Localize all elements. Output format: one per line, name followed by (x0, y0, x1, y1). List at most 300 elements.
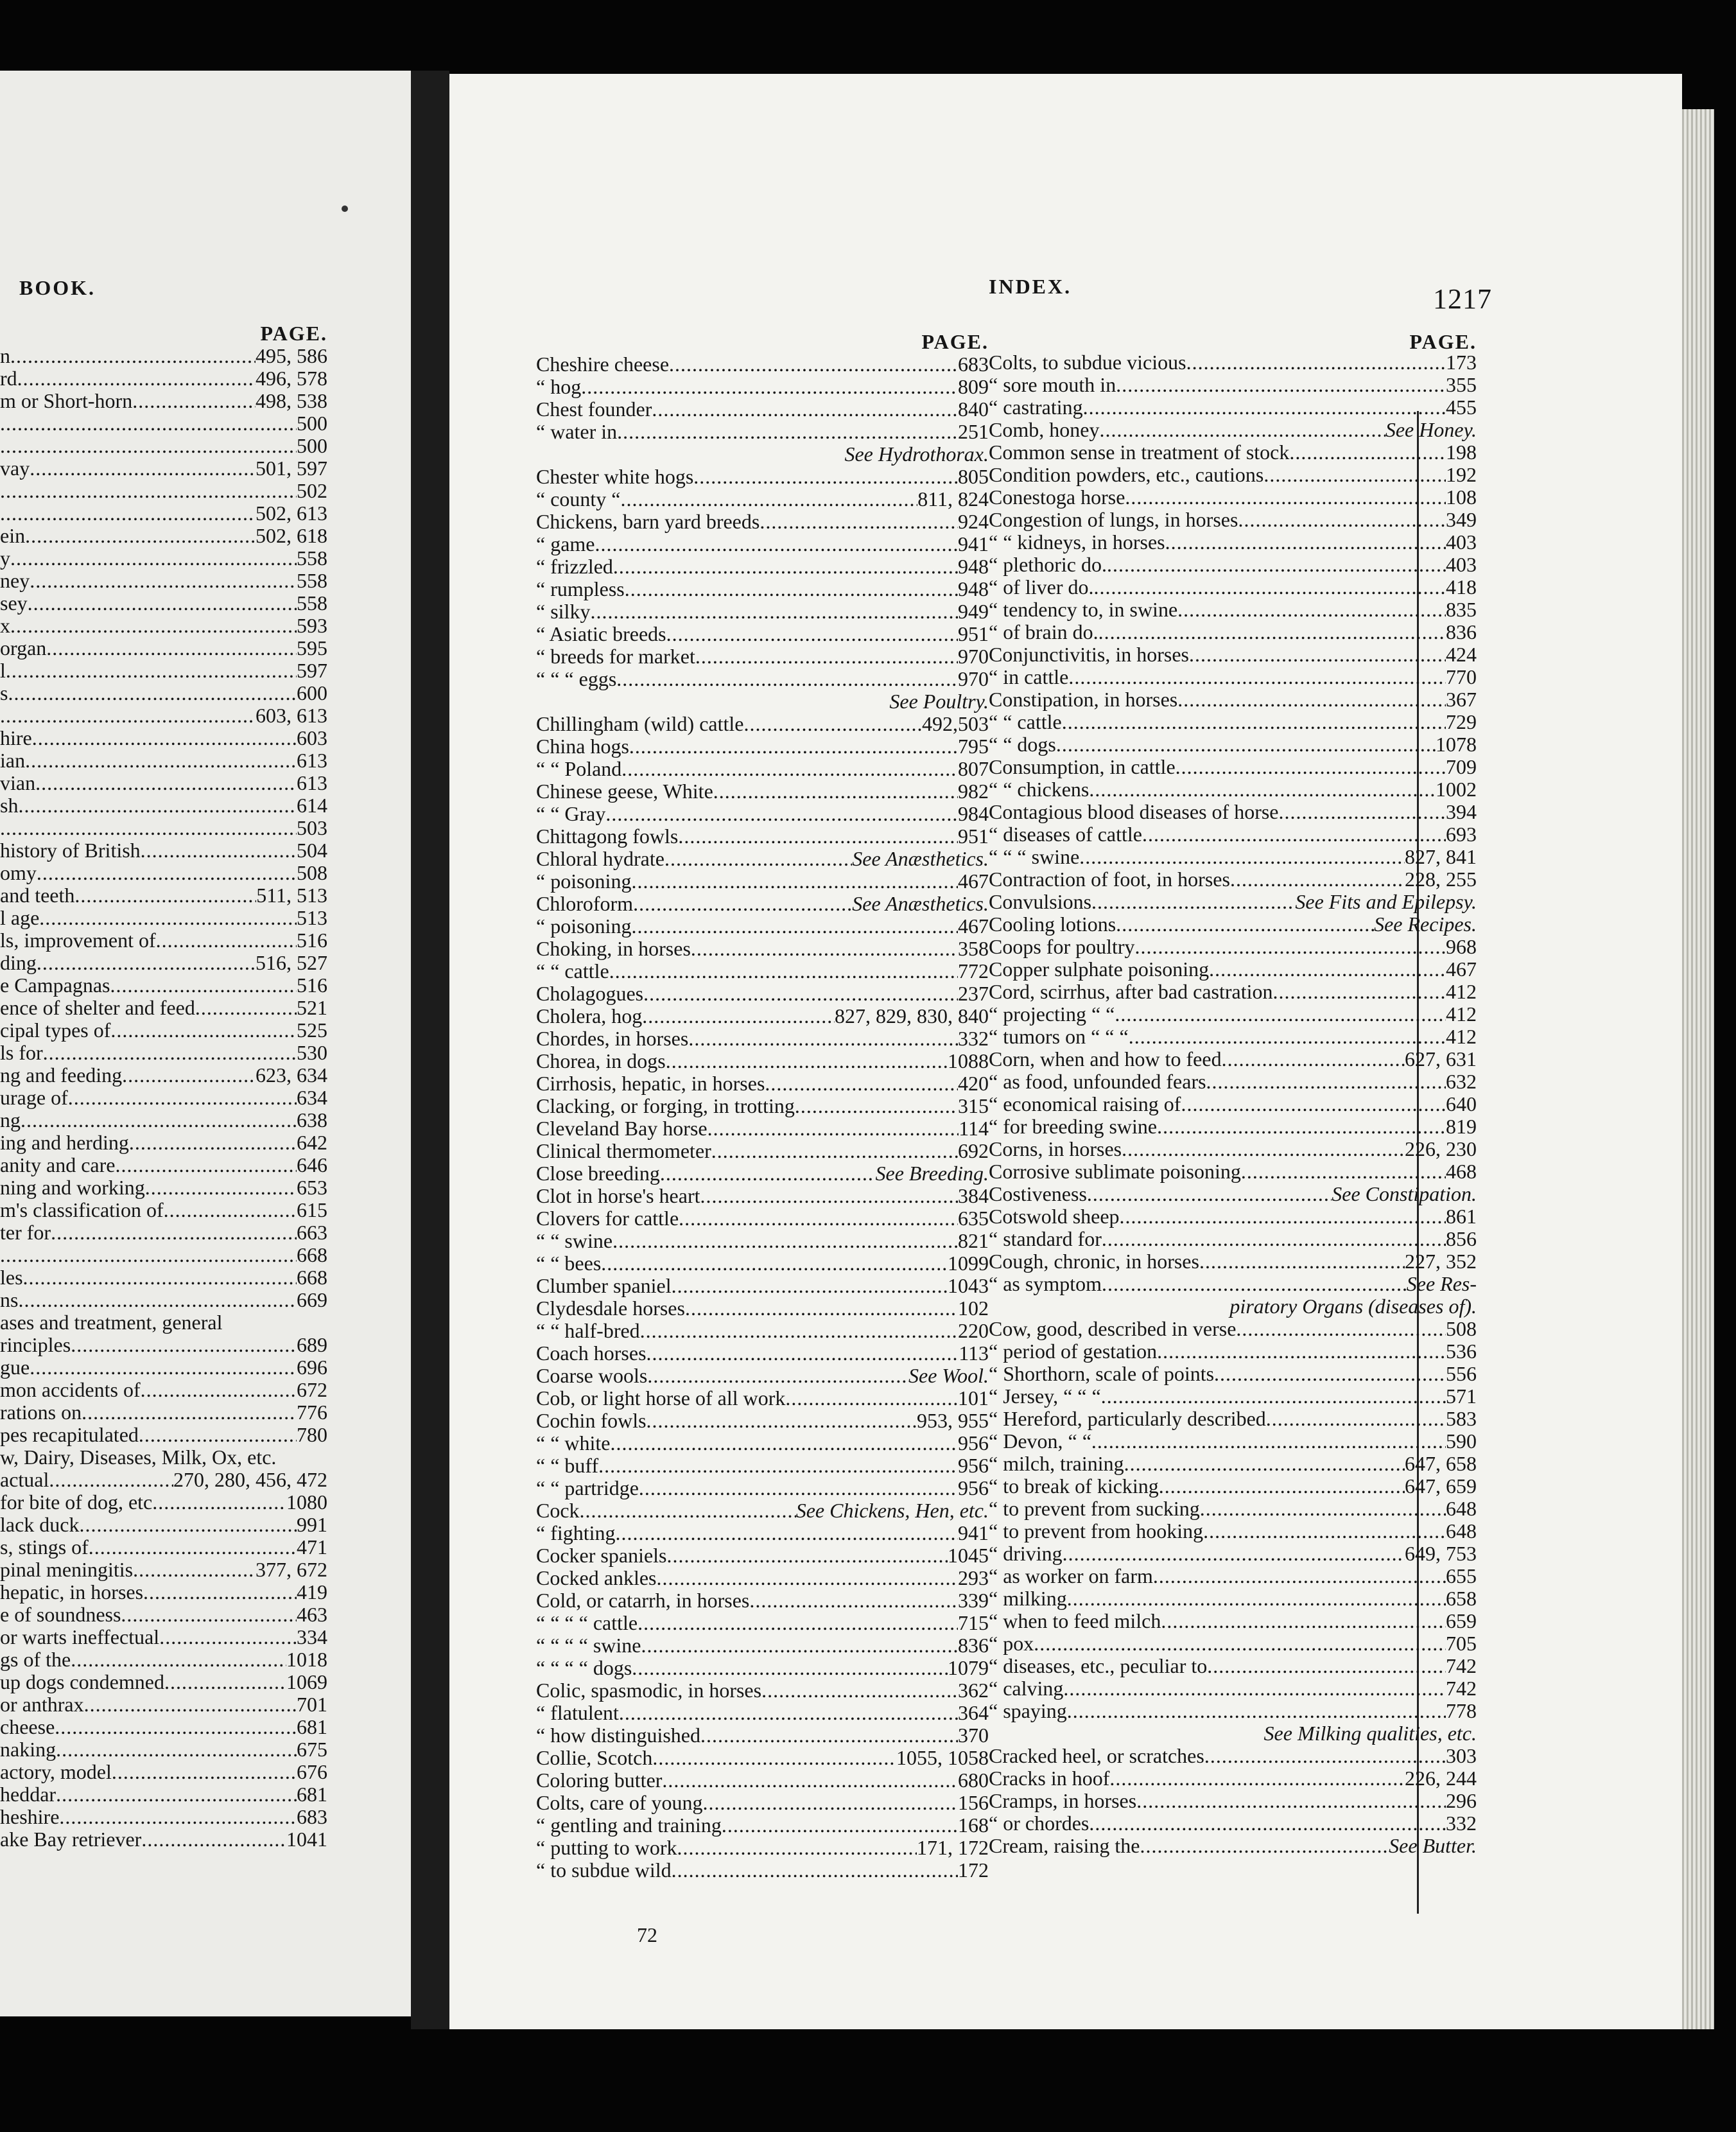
index-entry (536, 915, 989, 938)
entry-page: 463 (297, 1603, 327, 1626)
entry-term: Cirrhosis, hepatic, in horses (536, 1072, 765, 1095)
dot-leader (667, 1544, 948, 1567)
dot-leader (605, 803, 958, 825)
entry-page: 412 (1446, 1025, 1477, 1048)
entry-page: 500 (297, 434, 327, 457)
entry-term: “ Asiatic breeds (536, 622, 666, 645)
entry-page: 778 (1446, 1699, 1477, 1722)
entry-page: 970 (958, 645, 989, 668)
dot-leader (609, 960, 958, 983)
index-entry (0, 1671, 327, 1693)
dot-leader (1263, 464, 1446, 486)
entry-term: organ (0, 636, 47, 660)
dot-leader (152, 1491, 286, 1514)
dot-leader (0, 480, 297, 502)
entry-term: “ “ “ swine (989, 845, 1080, 868)
dot-leader (1063, 1677, 1446, 1700)
index-entry (536, 1162, 989, 1185)
dot-leader (1062, 711, 1446, 733)
entry-term: or warts ineffectual (0, 1625, 160, 1648)
index-entry (989, 846, 1477, 868)
entry-page: 807 (958, 757, 989, 780)
entry-page: 968 (1446, 935, 1477, 958)
dot-leader (1056, 733, 1436, 756)
entry-term: actual (0, 1468, 49, 1491)
dot-leader (678, 825, 958, 848)
index-entry (989, 1475, 1477, 1498)
entry-page: 377, 672 (256, 1558, 327, 1581)
dot-leader (672, 1275, 948, 1297)
dot-leader (617, 421, 958, 443)
entry-term: Consumption, in cattle (989, 755, 1176, 778)
entry-term: lack duck (0, 1513, 80, 1536)
entry-page: 683 (958, 353, 989, 376)
dot-leader (598, 1455, 958, 1477)
dot-leader (132, 390, 256, 412)
index-entry (0, 1176, 327, 1199)
entry-page: 583 (1446, 1407, 1477, 1430)
dot-leader (1091, 1430, 1446, 1453)
index-entry (536, 1050, 989, 1072)
entry-page: See Wool. (908, 1364, 989, 1387)
entry-page: See Constipation. (1332, 1182, 1477, 1205)
entry-term: “ of liver do. (989, 575, 1094, 599)
entry-page: 503 (297, 816, 327, 839)
dot-leader (640, 1320, 958, 1342)
entry-page: See Chickens, Hen, etc. (795, 1499, 989, 1522)
dot-leader (121, 1603, 297, 1626)
dot-leader (611, 1432, 959, 1455)
dot-leader (1099, 419, 1385, 441)
index-entry (0, 1087, 327, 1109)
index-entry (989, 576, 1477, 599)
dot-leader (21, 1109, 297, 1132)
entry-term: rd (0, 367, 17, 390)
entry-page: 658 (1446, 1587, 1477, 1610)
index-entry (989, 1565, 1477, 1587)
index-entry (536, 511, 989, 533)
entry-page: 502 (297, 479, 327, 502)
entry-page: 113 (959, 1341, 989, 1365)
index-entry (0, 1334, 327, 1356)
entry-page: 1045 (948, 1544, 989, 1567)
entry-term: ding (0, 951, 37, 974)
entry-term: “ how distinguished (536, 1724, 700, 1747)
index-entry (989, 396, 1477, 419)
index-entry (536, 578, 989, 600)
entry-page: 332 (958, 1027, 989, 1050)
dot-leader (1181, 1093, 1446, 1115)
dot-leader (129, 1132, 297, 1154)
entry-term: l age (0, 906, 40, 929)
dot-leader (700, 1185, 959, 1207)
index-entry (0, 1266, 327, 1289)
entry-term: “ “ white (536, 1431, 611, 1455)
dot-leader (1176, 756, 1446, 778)
index-entry (989, 351, 1477, 374)
dot-leader (1102, 1273, 1407, 1295)
dot-leader (685, 1297, 958, 1320)
entry-term: Cock (536, 1499, 580, 1522)
entry-page: 226, 244 (1405, 1767, 1477, 1790)
dot-leader (1089, 778, 1436, 801)
index-entry (989, 1587, 1477, 1610)
index-entry (0, 1244, 327, 1266)
dot-leader (0, 1244, 297, 1266)
index-entry (989, 936, 1477, 958)
entry-page: 495, 586 (256, 344, 327, 367)
entry-term: ng and feeding (0, 1063, 123, 1087)
entry-term: “ “ “ “ dogs (536, 1656, 632, 1679)
entry-term: e Campagnas (0, 974, 110, 997)
entry-term: “ “ partridge (536, 1476, 639, 1499)
index-entry (536, 488, 989, 511)
entry-page: 663 (297, 1221, 327, 1244)
entry-page: 642 (297, 1131, 327, 1154)
dot-leader (662, 1769, 958, 1792)
entry-term: “ diseases of cattle (989, 823, 1142, 846)
index-entry (536, 1657, 989, 1679)
entry-page: 861 (1446, 1205, 1477, 1228)
dot-leader (1209, 958, 1446, 981)
dot-leader (164, 1199, 297, 1221)
entry-page: 530 (297, 1041, 327, 1064)
entry-page: 173 (1446, 351, 1477, 374)
entry-term: Coarse wools (536, 1364, 648, 1387)
entry-page: 836 (1446, 620, 1477, 643)
dot-leader (664, 848, 852, 870)
dot-leader (10, 547, 297, 570)
dot-leader (765, 1072, 958, 1095)
entry-page: 634 (297, 1086, 327, 1109)
index-entry (989, 958, 1477, 981)
entry-term: “ to subdue wild (536, 1858, 672, 1882)
entry-page: 615 (297, 1198, 327, 1221)
entry-term: Chittagong fowls (536, 825, 679, 848)
entry-term: “ hog (536, 375, 582, 398)
entry-page: 593 (297, 614, 327, 637)
dot-leader (1109, 1767, 1405, 1790)
index-entry (536, 1612, 989, 1634)
index-entry (989, 1542, 1477, 1565)
index-entry (536, 668, 989, 690)
index-entry (0, 952, 327, 974)
entry-page: 1018 (286, 1648, 327, 1671)
left-page-index-column (0, 322, 327, 1851)
entry-page: 403 (1446, 553, 1477, 576)
entry-term: “ calving (989, 1677, 1064, 1700)
entry-page: 647, 659 (1405, 1474, 1477, 1498)
entry-term: l (0, 659, 6, 682)
entry-term: Costiveness (989, 1182, 1087, 1205)
entry-term: “ as food, unfounded fears (989, 1070, 1206, 1093)
dot-leader (666, 623, 958, 645)
dot-leader (612, 1230, 958, 1252)
entry-term: “ plethoric do. (989, 553, 1107, 576)
entry-page: 924 (958, 510, 989, 533)
index-entry (989, 1790, 1477, 1812)
index-entry (0, 1536, 327, 1559)
dot-leader (642, 1005, 835, 1027)
dot-leader (1079, 846, 1405, 868)
index-entry (989, 981, 1477, 1003)
entry-term: ian (0, 749, 26, 772)
entry-page: 1069 (286, 1670, 327, 1693)
entry-term: Cob, or light horse of all work (536, 1386, 786, 1410)
index-entry (989, 1183, 1477, 1205)
entry-term: ls, improvement of (0, 929, 156, 952)
entry-term: Cream, raising the (989, 1834, 1140, 1857)
index-entry (536, 870, 989, 893)
entry-page: 956 (958, 1454, 989, 1477)
dot-leader (1222, 1048, 1405, 1070)
entry-term: “ poisoning (536, 869, 632, 893)
dot-leader (625, 578, 958, 600)
entry-term: rations on (0, 1401, 82, 1424)
entry-term: “ or chordes (989, 1812, 1089, 1835)
index-entry (989, 1340, 1477, 1363)
entry-page: 742 (1446, 1677, 1477, 1700)
index-entry (989, 711, 1477, 733)
entry-term: “ “ “ “ cattle (536, 1611, 638, 1634)
dot-leader (46, 637, 297, 660)
dot-leader (688, 1027, 958, 1050)
entry-term: “ silky (536, 600, 591, 623)
dot-leader (1094, 576, 1446, 599)
dot-leader (159, 1626, 297, 1648)
entry-term: Coops for poultry (989, 935, 1135, 958)
dot-leader (695, 645, 958, 668)
dot-leader (156, 929, 297, 952)
index-entry (0, 682, 327, 704)
entry-page: 455 (1446, 396, 1477, 419)
dot-leader (1186, 351, 1446, 374)
entry-term: “ “ swine (536, 1229, 613, 1252)
entry-page: 614 (297, 794, 327, 817)
dot-leader (1157, 1115, 1446, 1138)
dot-leader (1120, 1205, 1446, 1228)
dot-leader (749, 1589, 958, 1612)
entry-page: 558 (297, 546, 327, 570)
entry-page: 412 (1446, 980, 1477, 1003)
dot-leader (1177, 688, 1446, 711)
left-page (0, 71, 411, 2016)
entry-page: 511, 513 (256, 884, 327, 907)
entry-page: 237 (958, 982, 989, 1005)
index-entry (0, 884, 327, 907)
index-entry (0, 1738, 327, 1761)
entry-page: 819 (1446, 1115, 1477, 1138)
entry-page: 648 (1446, 1497, 1477, 1520)
entry-term: Condition powders, etc., cautions (989, 463, 1264, 486)
entry-term: Cold, or catarrh, in horses (536, 1589, 750, 1612)
index-entry (536, 1252, 989, 1275)
entry-term: “ period of gestation (989, 1340, 1158, 1363)
dot-leader (1161, 1610, 1446, 1632)
entry-term: heddar (0, 1783, 56, 1806)
entry-term: “ breeds for market (536, 645, 695, 668)
entry-term: Cocked ankles (536, 1566, 657, 1589)
index-entry (989, 1228, 1477, 1250)
index-entry (536, 735, 989, 758)
entry-page: 776 (297, 1401, 327, 1424)
index-entry (536, 623, 989, 645)
index-entry (989, 1115, 1477, 1138)
index-entry (989, 1767, 1477, 1790)
entry-term: “ for breeding swine (989, 1115, 1158, 1138)
dot-leader (43, 1042, 297, 1064)
entry-term: y (0, 546, 10, 570)
index-entry (536, 1567, 989, 1589)
dot-leader (1140, 1835, 1389, 1857)
index-entry (0, 1828, 327, 1851)
dot-leader (621, 488, 918, 511)
entry-term: “ spaying (989, 1699, 1067, 1722)
entry-page: 516 (297, 974, 327, 997)
dot-leader (1204, 1745, 1446, 1767)
entry-page: 1088 (948, 1049, 989, 1072)
dot-leader (37, 862, 297, 884)
entry-page: 590 (1446, 1429, 1477, 1453)
index-entry (989, 801, 1477, 823)
entry-term: Contraction of foot, in horses (989, 868, 1230, 891)
entry-page: 172 (958, 1858, 989, 1882)
index-entry (0, 1221, 327, 1244)
entry-term: Cochin fowls (536, 1409, 647, 1432)
entry-page: 1078 (1436, 733, 1477, 756)
entry-page: 1002 (1436, 778, 1477, 801)
entry-page: 640 (1446, 1092, 1477, 1115)
index-entry (989, 688, 1477, 711)
entry-page: 516 (297, 929, 327, 952)
entry-page: 949 (958, 600, 989, 623)
index-entry (989, 1385, 1477, 1408)
dot-leader (1116, 913, 1374, 936)
index-entry (536, 1185, 989, 1207)
dot-leader (17, 367, 256, 390)
entry-term: “ tendency to, in swine (989, 598, 1178, 621)
index-entry (0, 1019, 327, 1042)
entry-page: 805 (958, 465, 989, 488)
entry-page: 951 (958, 825, 989, 848)
entry-page: 970 (958, 667, 989, 690)
entry-page: 394 (1446, 800, 1477, 823)
entry-page: 1080 (286, 1490, 327, 1514)
entry-term: Chloral hydrate (536, 847, 664, 870)
entry-term: “ game (536, 532, 595, 555)
index-entry (536, 1589, 989, 1612)
entry-page: 521 (297, 996, 327, 1019)
entry-term: or anthrax (0, 1693, 84, 1716)
entry-page: 220 (958, 1319, 989, 1342)
dot-leader (652, 1747, 896, 1769)
entry-term: Cough, chronic, in horses (989, 1250, 1199, 1273)
entry-term: ng (0, 1108, 21, 1132)
index-entry (989, 464, 1477, 486)
dot-leader (89, 1536, 297, 1559)
index-entry (536, 1207, 989, 1230)
index-entry (0, 1783, 327, 1806)
entry-page: 419 (297, 1580, 327, 1603)
index-entry (536, 645, 989, 668)
dot-leader (638, 1612, 958, 1634)
dot-leader (10, 615, 297, 637)
index-entry (989, 621, 1477, 643)
dot-leader (59, 1806, 297, 1828)
index-entry (989, 1138, 1477, 1160)
entry-term: Coach horses (536, 1341, 647, 1365)
entry-term: hire (0, 726, 32, 749)
index-entry (0, 862, 327, 884)
entry-page: 516, 527 (256, 951, 327, 974)
entry-page: 1099 (948, 1252, 989, 1275)
dot-leader (112, 1761, 297, 1783)
column-heading-page: PAGE. (1409, 330, 1477, 353)
entry-page: 683 (297, 1805, 327, 1828)
index-entry (989, 554, 1477, 576)
entry-term: Clinical thermometer (536, 1139, 711, 1162)
dot-leader (1089, 1812, 1446, 1835)
index-entry (536, 1769, 989, 1792)
entry-page: 403 (1446, 530, 1477, 554)
index-entry (536, 1522, 989, 1544)
index-entry (989, 1093, 1477, 1115)
index-entry (536, 555, 989, 578)
entry-page: 504 (297, 839, 327, 862)
dot-leader (110, 974, 297, 997)
entry-page: 627, 631 (1405, 1047, 1477, 1070)
index-entry (989, 1700, 1477, 1722)
entry-page: 638 (297, 1108, 327, 1132)
entry-term: “ gentling and training (536, 1813, 722, 1837)
entry-page: 358 (958, 937, 989, 960)
index-entry (0, 480, 327, 502)
index-entry (536, 848, 989, 870)
entry-page: 705 (1446, 1632, 1477, 1655)
entry-term: Copper sulphate poisoning (989, 957, 1210, 981)
entry-page: 668 (297, 1243, 327, 1266)
index-entry (0, 997, 327, 1019)
entry-term: “ in cattle (989, 665, 1069, 688)
entry-term: actory, model (0, 1760, 112, 1783)
dot-leader (28, 592, 297, 615)
entry-term: Coloring butter (536, 1769, 663, 1792)
dot-leader (10, 345, 256, 367)
entry-term: “ frizzled (536, 555, 613, 578)
index-entry (0, 457, 327, 480)
entry-page: 332 (1446, 1812, 1477, 1835)
dot-leader (700, 1724, 958, 1747)
entry-term: Cheshire cheese (536, 353, 670, 376)
entry-page: 384 (958, 1184, 989, 1207)
entry-page: 635 (958, 1207, 989, 1230)
index-entry (536, 1387, 989, 1410)
entry-page: 418 (1446, 575, 1477, 599)
entry-page: 1055, 1058 (896, 1746, 989, 1769)
right-page-header: INDEX. (989, 275, 1072, 298)
entry-term: “ pox (989, 1632, 1034, 1655)
entry-page: 689 (297, 1333, 327, 1356)
dot-leader (30, 457, 256, 480)
entry-term: Cholera, hog (536, 1004, 643, 1027)
index-entry (0, 1603, 327, 1626)
entry-term: “ tumors on “ “ “ (989, 1025, 1129, 1048)
dot-leader (56, 1738, 297, 1761)
entry-term: “ castrating (989, 396, 1083, 419)
entry-term: Chordes, in horses (536, 1027, 689, 1050)
entry-term: Conjunctivitis, in horses (989, 643, 1189, 666)
entry-term: “ “ buff (536, 1454, 599, 1477)
